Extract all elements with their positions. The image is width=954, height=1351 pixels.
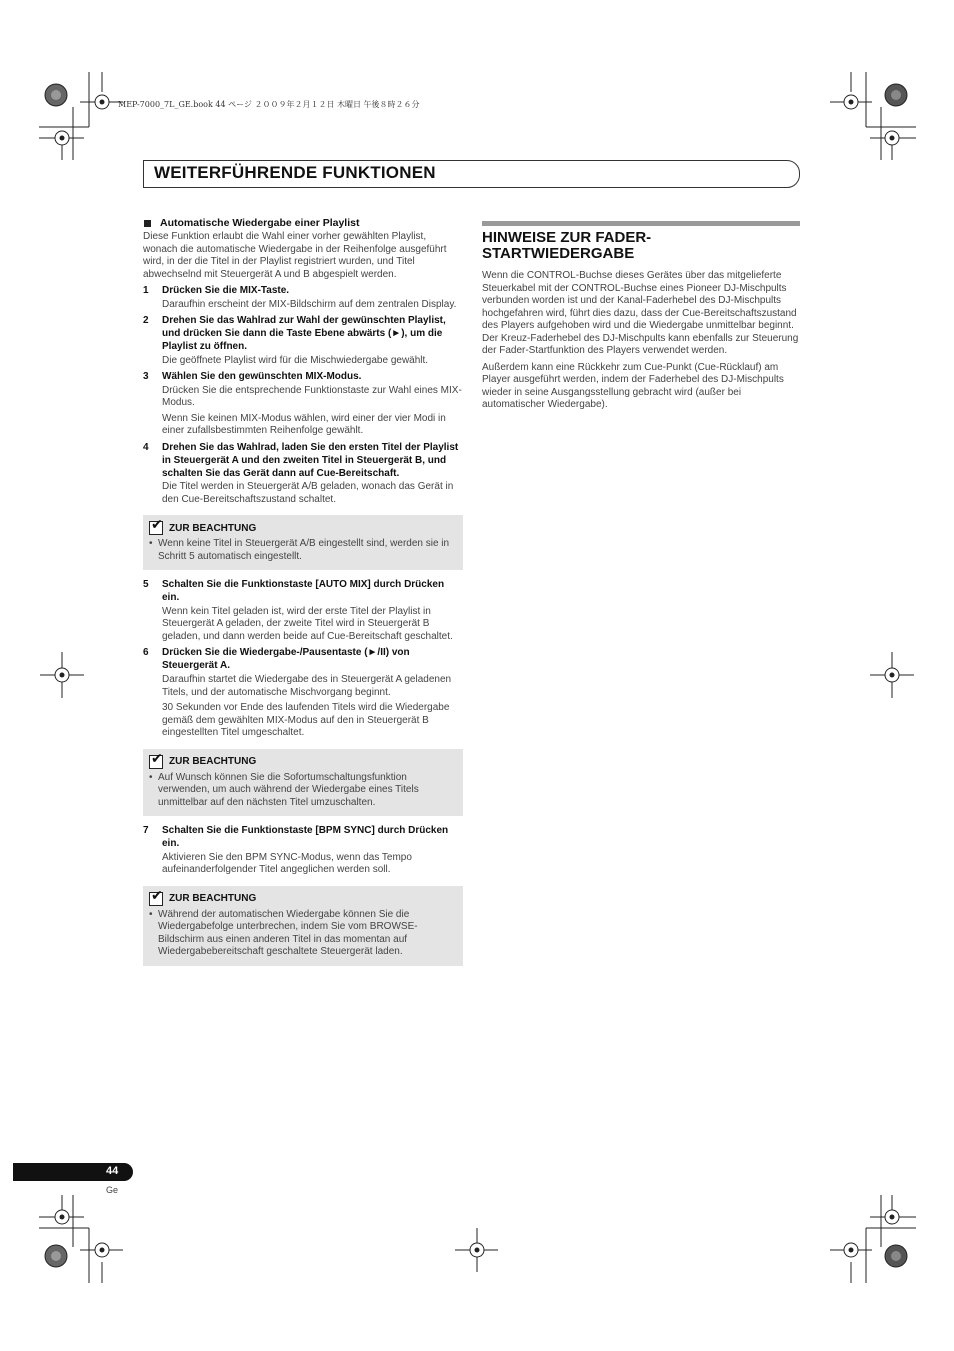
bullet-icon: •	[149, 908, 153, 920]
square-bullet-icon	[144, 220, 151, 227]
step-heading: Schalten Sie die Funktionstaste [AUTO MIX] durch Drücken ein.	[162, 579, 445, 604]
note-item	[149, 909, 455, 959]
step-description: 30 Sekunden vor Ende des laufenden Titels wird die Wiedergabe gemäß dem gewählten MIX-Modus auf den in Steuergerät B eingestellten Titel umgeschaltet.	[162, 702, 450, 739]
left-column	[143, 217, 463, 975]
fader-start-heading: HINWEISE ZUR FADER-STARTWIEDERGABE	[482, 229, 652, 262]
step-2	[143, 315, 463, 367]
language-code: Ge	[106, 1185, 119, 1195]
step-description: Aktivieren Sie den BPM SYNC-Modus, wenn das Tempo aufeinanderfolgender Titel angeglichen werden soll.	[162, 851, 412, 876]
step-heading: Drücken Sie die MIX-Taste.	[162, 285, 290, 296]
fader-start-paragraph: Außerdem kann eine Rückkehr zum Cue-Punkt (Cue-Rücklauf) am Player ausgeführt werden, indem der Faderhebel des DJ-Mischpults wieder in seine Ausgangsstellung gebracht wird (außer bei automatischer Wiedergabe).	[482, 361, 784, 410]
note-box	[143, 749, 463, 817]
step-6	[143, 647, 463, 739]
print-file-info: MEP-7000_7L_GE.book 44 ページ ２００９年２月１２日 木曜日 午後８時２６分	[118, 100, 420, 109]
step-number: 2	[143, 315, 149, 327]
note-text: Auf Wunsch können Sie die Sofortumschaltungsfunktion verwenden, um auch während der Wiedergabe eines Titels unmittelbar auf den nächsten Titel umzuschalten.	[158, 771, 419, 808]
step-number: 4	[143, 441, 149, 453]
note-title: ZUR BEACHTUNG	[169, 522, 257, 534]
step-number: 6	[143, 647, 149, 659]
step-heading: Wählen Sie den gewünschten MIX-Modus.	[162, 371, 362, 383]
section-heading-text: Automatische Wiedergabe einer Playlist	[160, 217, 360, 229]
step-description: Wenn kein Titel geladen ist, wird der erste Titel der Playlist in Steuergerät A geladen, der zweite Titel wird in Steuergerät B geladen, und dann werden beide auf Cue-Bereitschaft geschaltet.	[162, 605, 453, 642]
step-description: Drücken Sie die entsprechende Funktionstaste zur Wahl eines MIX-Modus.	[162, 384, 462, 409]
step-1	[143, 285, 463, 311]
step-5	[143, 579, 463, 643]
note-item	[149, 772, 455, 810]
step-description: Die Titel werden in Steuergerät A/B geladen, wonach das Gerät in den Cue-Bereitschaftszustand schaltet.	[162, 481, 454, 505]
step-heading: Schalten Sie die Funktionstaste [BPM SYNC] durch Drücken ein.	[162, 825, 449, 849]
step-description: Wenn Sie keinen MIX-Modus wählen, wird einer der vier Modi in einer zufallsbestimmten Reihenfolge gewählt.	[162, 412, 446, 437]
step-3	[143, 371, 463, 438]
note-heading	[149, 887, 455, 906]
note-heading	[149, 517, 455, 535]
note-item	[149, 538, 455, 563]
note-title: ZUR BEACHTUNG	[169, 893, 257, 905]
section-heading	[143, 217, 463, 229]
step-number: 7	[143, 825, 149, 837]
bullet-icon: •	[149, 771, 153, 783]
intro-paragraph: Diese Funktion erlaubt die Wahl einer vorher gewählten Playlist, wonach die automatische Wiedergabe in der Reihenfolge ausgeführt wird, in der die Titel in der Playlist registriert wurden, und Titel abwechselnd mit Steuergerät A und B abgespielt werden.	[143, 231, 447, 280]
note-heading	[149, 750, 455, 769]
step-description: Daraufhin startet die Wiedergabe des in Steuergerät A geladenen Titels, und der automatische Mischvorgang beginnt.	[162, 674, 452, 698]
note-box	[143, 886, 463, 966]
step-number: 1	[143, 285, 149, 296]
right-column	[482, 221, 800, 416]
section-rule	[482, 221, 800, 226]
step-heading: Drücken Sie die Wiedergabe-/Pausentaste (►/II) von Steuergerät A.	[162, 647, 410, 672]
note-text: Wenn keine Titel in Steuergerät A/B eingestellt sind, werden sie in Schritt 5 automatisch eingestellt.	[158, 538, 450, 562]
step-description: Die geöffnete Playlist wird für die Mischwiedergabe gewählt.	[162, 354, 429, 366]
step-heading: Drehen Sie das Wahlrad, laden Sie den ersten Titel der Playlist in Steuergerät A und den zweiten Titel in Steuergerät B, und schalten Sie das Gerät dann auf Cue-Bereitschaft.	[162, 441, 459, 479]
note-box	[143, 515, 463, 570]
note-text: Während der automatischen Wiedergabe können Sie die Wiedergabefolge unterbrechen, indem Sie vom BROWSE-Bildschirm aus einen anderen Titel in das momentan auf Wiedergabebereitschaft geschaltete Steuergerät laden.	[158, 908, 418, 958]
step-description: Daraufhin erscheint der MIX-Bildschirm auf dem zentralen Display.	[162, 298, 457, 310]
note-title: ZUR BEACHTUNG	[169, 756, 257, 768]
checkmark-icon: ✔	[151, 750, 163, 767]
step-number: 3	[143, 371, 149, 383]
step-heading: Drehen Sie das Wahlrad zur Wahl der gewünschten Playlist, und drücken Sie dann die Taste Ebene abwärts (►), um die Playlist zu öffnen.	[162, 315, 446, 352]
fader-start-paragraph: Wenn die CONTROL-Buchse dieses Gerätes über das mitgelieferte Steuerkabel mit der CONTROL-Buchse eines Pioneer DJ-Mischpults verbunden worden ist und der Kanal-Faderhebel des DJ-Mischpults hochgefahren wird, führt dies dazu, dass der Cue-Bereitschaftszustand des Players aufgehoben wird und die Wiedergabe unmittelbar beginnt. Der Kreuz-Faderhebel des DJ-Mischpults kann ebenfalls zur Steuerung der Fader-Startfunktion des Players verwendet werden.	[482, 270, 799, 356]
step-number: 5	[143, 579, 149, 591]
page-number: 44	[106, 1165, 119, 1177]
step-4	[143, 442, 463, 506]
checkmark-icon: ✔	[151, 887, 163, 904]
bullet-icon: •	[149, 538, 153, 550]
checkmark-icon: ✔	[151, 517, 163, 534]
step-7	[143, 825, 463, 877]
chapter-title: WEITERFÜHRENDE FUNKTIONEN	[154, 163, 436, 182]
